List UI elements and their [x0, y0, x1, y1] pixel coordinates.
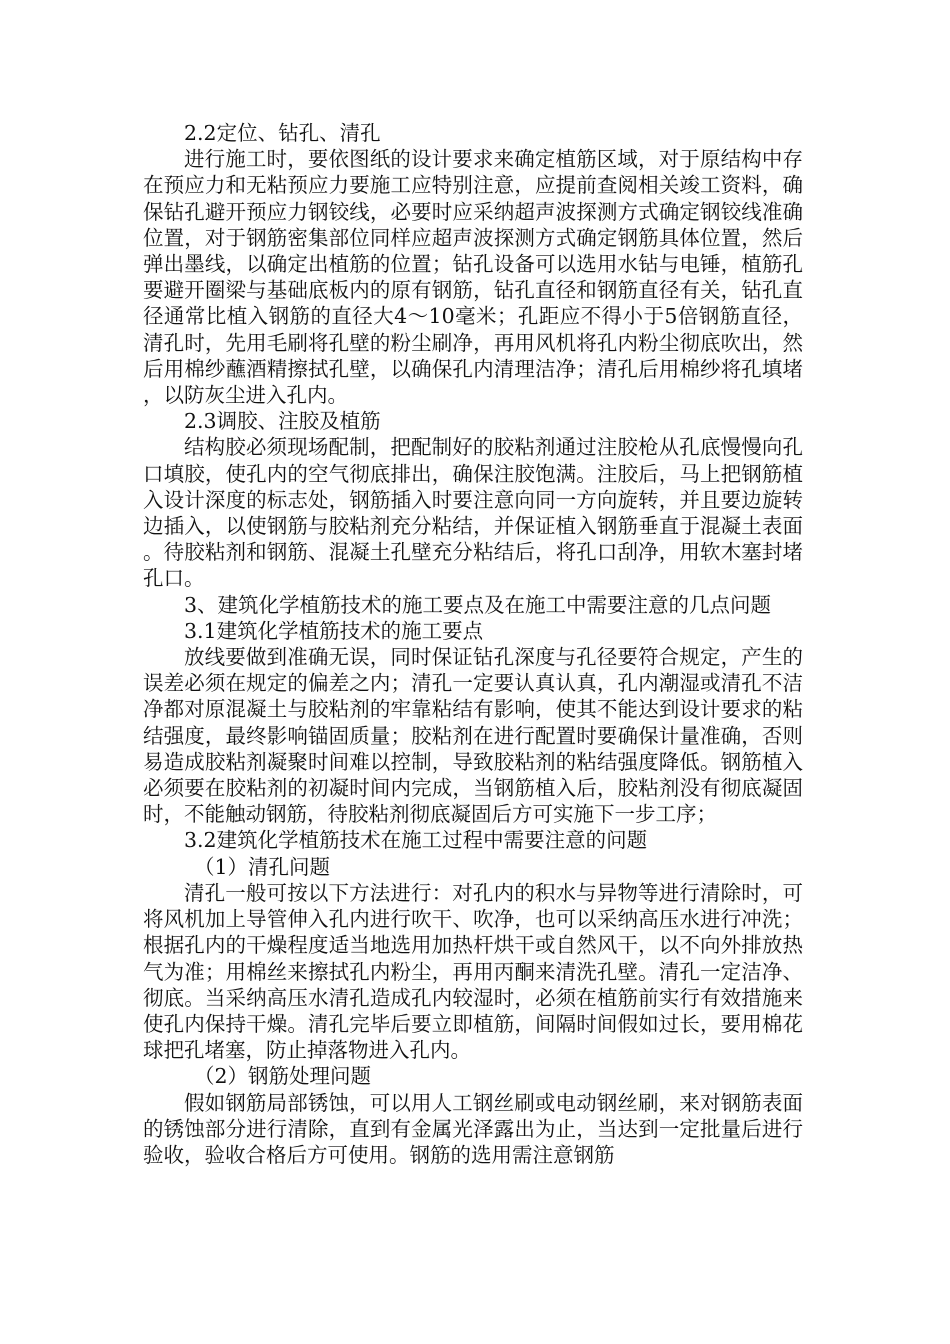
subheading-hole-cleaning: （1）清孔问题	[194, 854, 331, 879]
document-body	[143, 120, 803, 1168]
paragraph-glue-injection: 结构胶必须现场配制，把配制好的胶粘剂通过注胶枪从孔底慢慢向孔口填胶，使孔内的空气彻底排出，确保注胶饱满。注胶后，马上把钢筋植入设计深度的标志处，钢筋插入时要注意向同一方向旋转，并且要边旋转边插入，以使钢筋与胶粘剂充分粘结，并保证植入钢筋垂直于混凝土表面。待胶粘剂和钢筋、混凝土孔壁充分粘结后，将孔口刮净，用软木塞封堵孔口。	[143, 435, 803, 591]
subheading-rebar-treatment: （2）钢筋处理问题	[194, 1064, 372, 1089]
section-heading-3-1: 3.1建筑化学植筋技术的施工要点	[184, 618, 484, 643]
section-heading-3-2: 3.2建筑化学植筋技术在施工过程中需要注意的问题	[184, 828, 648, 853]
section-heading-2-3: 2.3调胶、注胶及植筋	[184, 409, 381, 434]
paragraph-drilling: 进行施工时，要依图纸的设计要求来确定植筋区域，对于原结构中存在预应力和无粘预应力要施工应特别注意，应提前查阅相关竣工资料，确保钻孔避开预应力钢铰线，必要时应采纳超声波探测方式确定钢铰线准确位置，对于钢筋密集部位同样应超声波探测方式确定钢筋具体位置，然后弹出墨线，以确定出植筋的位置；钻孔设备可以选用水钻与电锤，植筋孔要避开圈梁与基础底板内的原有钢筋，钻孔直径和钢筋直径有关，钻孔直径通常比植入钢筋的直径大4～10毫米；孔距应不得小于5倍钢筋直径，清孔时，先用毛刷将孔壁的粉尘刷净，再用风机将孔内粉尘彻底吹出，然后用棉纱蘸酒精擦拭孔壁，以确保孔内清理洁净；清孔后用棉纱将孔填堵，以防灰尘进入孔内。	[143, 147, 803, 408]
section-heading-2-2: 2.2定位、钻孔、清孔	[184, 121, 381, 145]
paragraph-construction-points: 放线要做到准确无误，同时保证钻孔深度与孔径要符合规定，产生的误差必须在规定的偏差之内；清孔一定要认真认真，孔内潮湿或清孔不洁净都对原混凝土与胶粘剂的牢靠粘结有影响，使其不能达到设计要求的粘结强度，最终影响锚固质量；胶粘剂在进行配置时要确保计量准确，否则易造成胶粘剂凝聚时间难以控制，导致胶粘剂的粘结强度降低。钢筋植入必须要在胶粘剂的初凝时间内完成，当钢筋植入后，胶粘剂没有彻底凝固时，不能触动钢筋，待胶粘剂彻底凝固后方可实施下一步工序；	[143, 645, 803, 827]
section-heading-3: 3、建筑化学植筋技术的施工要点及在施工中需要注意的几点问题	[184, 592, 772, 617]
paragraph-rebar-treatment: 假如钢筋局部锈蚀，可以用人工钢丝刷或电动钢丝刷，来对钢筋表面的锈蚀部分进行清除，直到有金属光泽露出为止，当达到一定批量后进行验收，验收合格后方可使用。钢筋的选用需注意钢筋	[143, 1090, 803, 1167]
paragraph-hole-cleaning: 清孔一般可按以下方法进行：对孔内的积水与异物等进行清除时，可将风机加上导管伸入孔内进行吹干、吹净，也可以采纳高压水进行冲洗；根据孔内的干燥程度适当地选用加热杆烘干或自然风干，以不向外排放热气为准；用棉丝来擦拭孔内粉尘，再用丙酮来清洗孔壁。清孔一定洁净、彻底。当采纳高压水清孔造成孔内较湿时，必须在植筋前实行有效措施来使孔内保持干燥。清孔完毕后要立即植筋，间隔时间假如过长，要用棉花球把孔堵塞，防止掉落物进入孔内。	[143, 880, 803, 1063]
